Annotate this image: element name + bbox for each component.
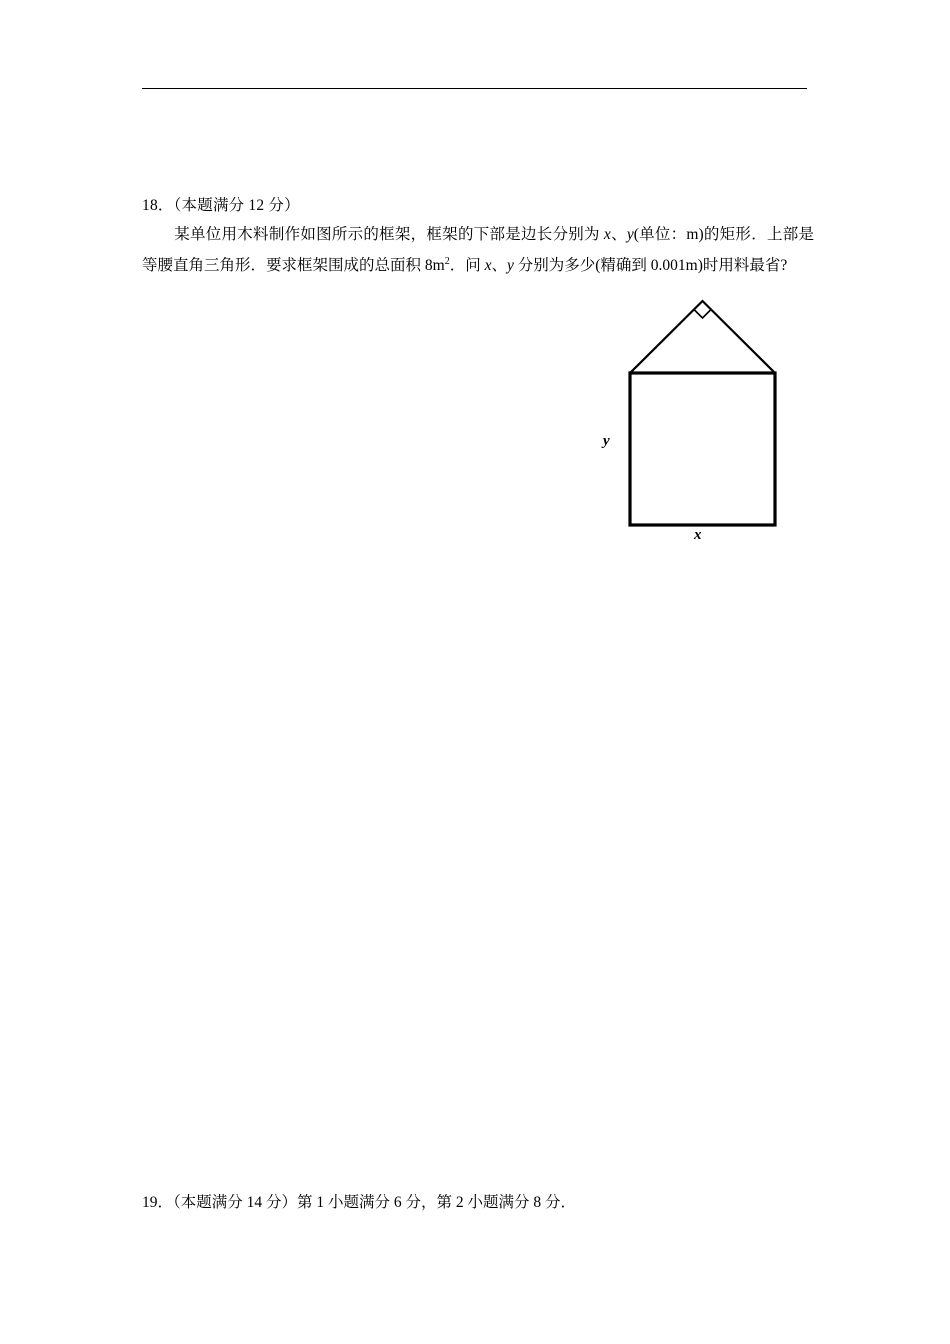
variable-x: x: [603, 226, 611, 243]
problem-18-text-part3: ．问: [449, 257, 485, 275]
problem-18-text-part4: 分别为多少(精确到 0.001m)时用料最省?: [513, 257, 788, 275]
problem-18-text-part1: 某单位用木料制作如图所示的框架，框架的下部是边长分别为: [174, 226, 604, 243]
problem-19-text: 19．（本题满分 14 分）第 1 小题满分 6 分，第 2 小题满分 8 分．: [142, 1194, 577, 1211]
header-divider: [142, 88, 807, 89]
problem-18-heading: 18．（本题满分 12 分）: [142, 197, 300, 214]
area-exponent: 2: [444, 256, 450, 267]
problem-18-text-part2: (单位：m)的矩形．上部是等腰直角三角形．要求框架围成的总面积 8m: [142, 226, 814, 275]
frame-diagram-svg: [615, 295, 815, 545]
variable-x-2: x: [484, 257, 492, 275]
problem-18-block: [142, 196, 814, 279]
separator-2: 、: [491, 257, 507, 275]
figure-label-y: y: [603, 433, 610, 449]
figure-label-x: x: [694, 527, 702, 543]
separator-1: 、: [610, 226, 627, 243]
variable-y: y: [626, 226, 634, 243]
variable-y-2: y: [506, 257, 514, 275]
frame-diagram: [615, 295, 815, 545]
problem-18-text: [142, 221, 814, 279]
